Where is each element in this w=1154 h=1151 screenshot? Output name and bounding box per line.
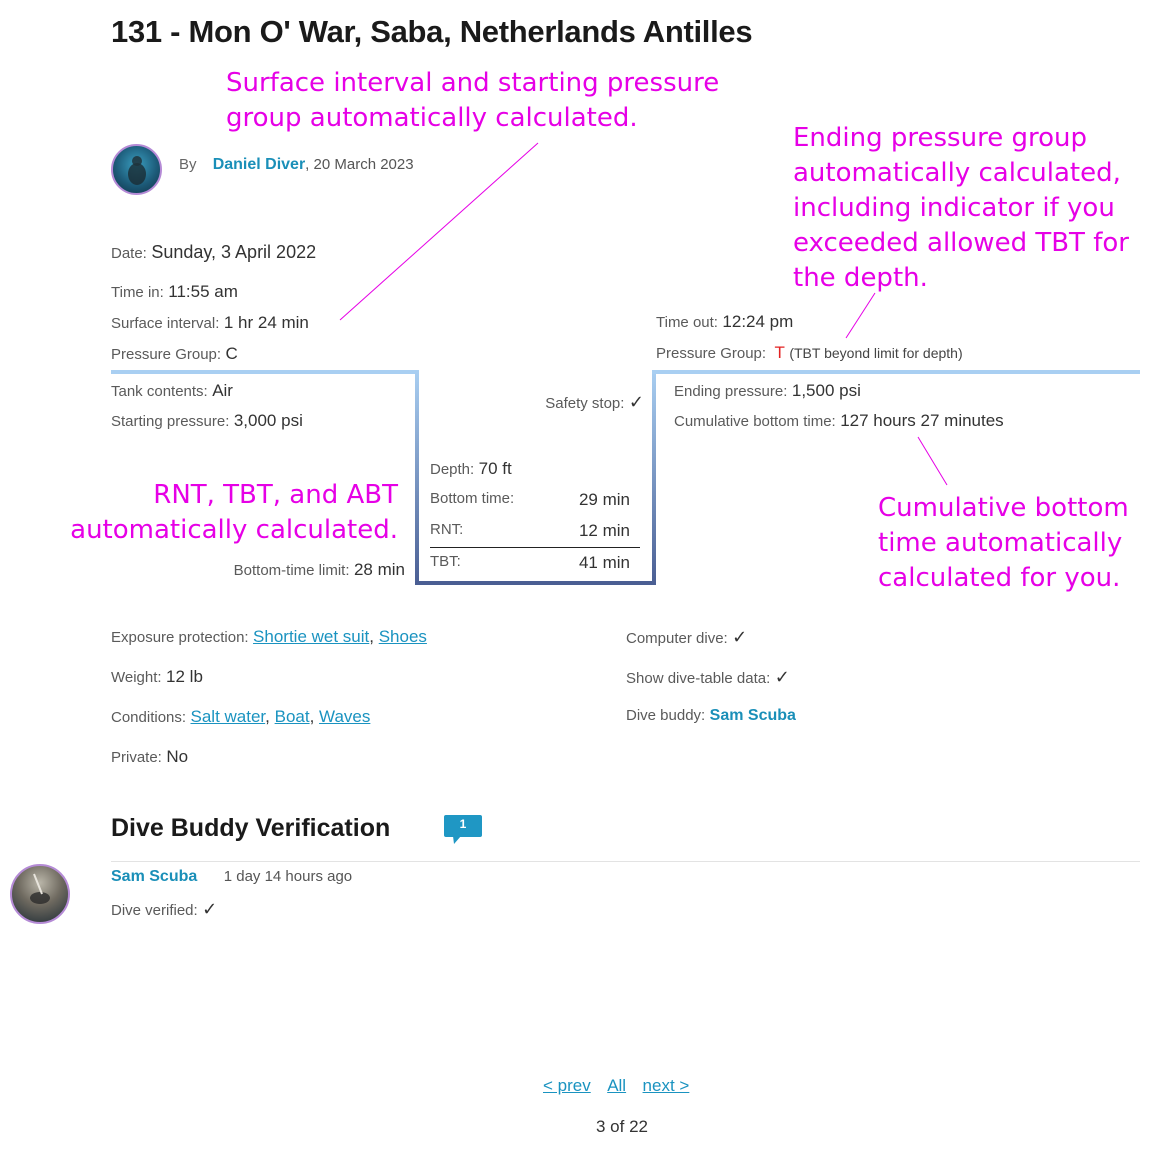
surface-interval-label: Surface interval: (111, 315, 220, 332)
author-name[interactable]: Daniel Diver (212, 156, 306, 173)
rnt-row (430, 521, 640, 539)
pressure-group-value: C (225, 344, 238, 363)
diver-image (12, 866, 68, 922)
tank-contents-row (111, 381, 233, 401)
time-out-row (656, 312, 793, 332)
depth-value: 70 ft (478, 459, 512, 478)
annotation-line: including indicator if you (793, 193, 1115, 223)
bottom-time-limit-label: Bottom-time limit: (233, 562, 350, 579)
verifier-name[interactable]: Sam Scuba (111, 868, 198, 885)
author-line (179, 156, 414, 174)
time-in-label: Time in: (111, 284, 164, 301)
conditions-row (111, 707, 370, 727)
condition-link-boat[interactable]: Boat (274, 707, 310, 726)
conditions-label: Conditions: (111, 709, 187, 726)
annotation-line: Surface interval and starting pressure (226, 68, 720, 98)
annotation-line: Ending pressure group (793, 123, 1087, 153)
end-pressure-group-value: T (774, 343, 785, 362)
pressure-group-label: Pressure Group: (111, 346, 222, 363)
by-label: By (179, 156, 197, 173)
tbt-row (430, 553, 640, 571)
separator: , (265, 707, 275, 726)
annotation-line: group automatically calculated. (226, 103, 638, 133)
tbt-label: TBT: (430, 553, 461, 570)
page-title: 131 - Mon O' War, Saba, Netherlands Antilles (111, 14, 753, 49)
tank-contents-value: Air (212, 381, 233, 400)
private-label: Private: (111, 749, 162, 766)
separator: , (309, 707, 320, 726)
author-avatar[interactable] (111, 144, 162, 195)
pointer-line (846, 293, 875, 338)
prev-link[interactable]: < prev (543, 1076, 591, 1095)
safety-stop-label: Safety stop: (545, 395, 625, 412)
pressure-group-row (111, 344, 238, 364)
private-value: No (166, 747, 189, 766)
exposure-link-wetsuit[interactable]: Shortie wet suit (253, 627, 370, 646)
check-icon: ✓ (774, 667, 790, 687)
author-date: , 20 March 2023 (305, 156, 414, 173)
profile-surface-right (652, 370, 1140, 374)
private-row (111, 747, 188, 767)
check-icon: ✓ (628, 392, 644, 412)
time-out-label: Time out: (656, 314, 718, 331)
pointer-line (918, 437, 947, 485)
verification-meta (111, 868, 352, 886)
dive-verified-row (111, 899, 217, 920)
buddy-avatar[interactable] (10, 864, 70, 924)
bottom-time-label: Bottom time: (430, 490, 515, 507)
annotation-line: the depth. (793, 263, 928, 293)
end-pressure-group-row (656, 343, 963, 363)
separator: , (369, 627, 379, 646)
weight-label: Weight: (111, 669, 162, 686)
exposure-label: Exposure protection: (111, 629, 249, 646)
end-pressure-group-label: Pressure Group: (656, 345, 767, 362)
ending-pressure-row (674, 381, 861, 401)
dive-buddy-label: Dive buddy: (626, 707, 706, 724)
pager (543, 1076, 689, 1096)
comment-count: 1 (459, 817, 467, 831)
time-in-row (111, 282, 238, 302)
tbt-value: 41 min (578, 553, 630, 572)
annotation-line: automatically calculated. (70, 515, 398, 545)
starting-pressure-value: 3,000 psi (233, 411, 303, 430)
all-link[interactable]: All (607, 1076, 627, 1095)
dive-verified-label: Dive verified: (111, 902, 198, 919)
annotation-line: time automatically (878, 528, 1123, 558)
time-in-value: 11:55 am (168, 282, 238, 301)
exposure-row (111, 627, 427, 647)
condition-link-waves[interactable]: Waves (319, 707, 371, 726)
depth-label: Depth: (430, 461, 475, 478)
rnt-value: 12 min (578, 521, 630, 540)
annotation-line: RNT, TBT, and ABT (153, 480, 398, 510)
profile-surface-left (111, 370, 419, 374)
comment-count-icon[interactable] (444, 815, 482, 845)
tbt-warning-note: (TBT beyond limit for depth) (789, 345, 963, 361)
weight-row (111, 667, 203, 687)
depth-row (430, 459, 640, 479)
annotation-line: calculated for you. (878, 563, 1121, 593)
show-table-label: Show dive-table data: (626, 670, 771, 687)
date-row (111, 242, 316, 263)
ending-pressure-label: Ending pressure: (674, 383, 788, 400)
check-icon: ✓ (732, 627, 748, 647)
bottom-time-limit-row (234, 560, 405, 580)
rnt-label: RNT: (430, 521, 464, 538)
computer-dive-row (626, 627, 747, 648)
annotation-line: Cumulative bottom (878, 493, 1129, 523)
profile-bottom (415, 581, 656, 585)
table-divider (430, 547, 640, 548)
weight-value: 12 lb (166, 667, 203, 686)
condition-link-salt-water[interactable]: Salt water (190, 707, 266, 726)
bottom-time-limit-value: 28 min (353, 560, 405, 579)
cumulative-value: 127 hours 27 minutes (840, 411, 1004, 430)
annotation-line: automatically calculated, (793, 158, 1121, 188)
cumulative-bottom-time-row (674, 411, 1004, 431)
next-link[interactable]: next > (642, 1076, 690, 1095)
tank-contents-label: Tank contents: (111, 383, 208, 400)
verification-heading: Dive Buddy Verification (111, 814, 391, 842)
safety-stop-row (545, 392, 644, 413)
verification-time: 1 day 14 hours ago (223, 868, 353, 885)
verification-divider (111, 861, 1140, 862)
annotation-line: exceeded allowed TBT for (793, 228, 1129, 258)
surface-interval-row (111, 313, 309, 333)
check-icon: ✓ (202, 899, 218, 919)
dive-buddy-link[interactable]: Sam Scuba (709, 707, 796, 724)
profile-ascent (652, 370, 656, 585)
diver-image (113, 146, 160, 193)
date-label: Date: (111, 245, 147, 262)
page-position: 3 of 22 (596, 1117, 648, 1136)
computer-dive-label: Computer dive: (626, 630, 728, 647)
profile-descent (415, 370, 419, 585)
bottom-time-value: 29 min (578, 490, 630, 509)
dive-buddy-row (626, 707, 796, 725)
bottom-time-row (430, 490, 640, 508)
cumulative-label: Cumulative bottom time: (674, 413, 836, 430)
date-value: Sunday, 3 April 2022 (151, 242, 317, 262)
ending-pressure-value: 1,500 psi (791, 381, 861, 400)
show-table-row (626, 667, 790, 688)
starting-pressure-label: Starting pressure: (111, 413, 230, 430)
starting-pressure-row (111, 411, 303, 431)
exposure-link-shoes[interactable]: Shoes (378, 627, 427, 646)
surface-interval-value: 1 hr 24 min (223, 313, 309, 332)
time-out-value: 12:24 pm (722, 312, 794, 331)
